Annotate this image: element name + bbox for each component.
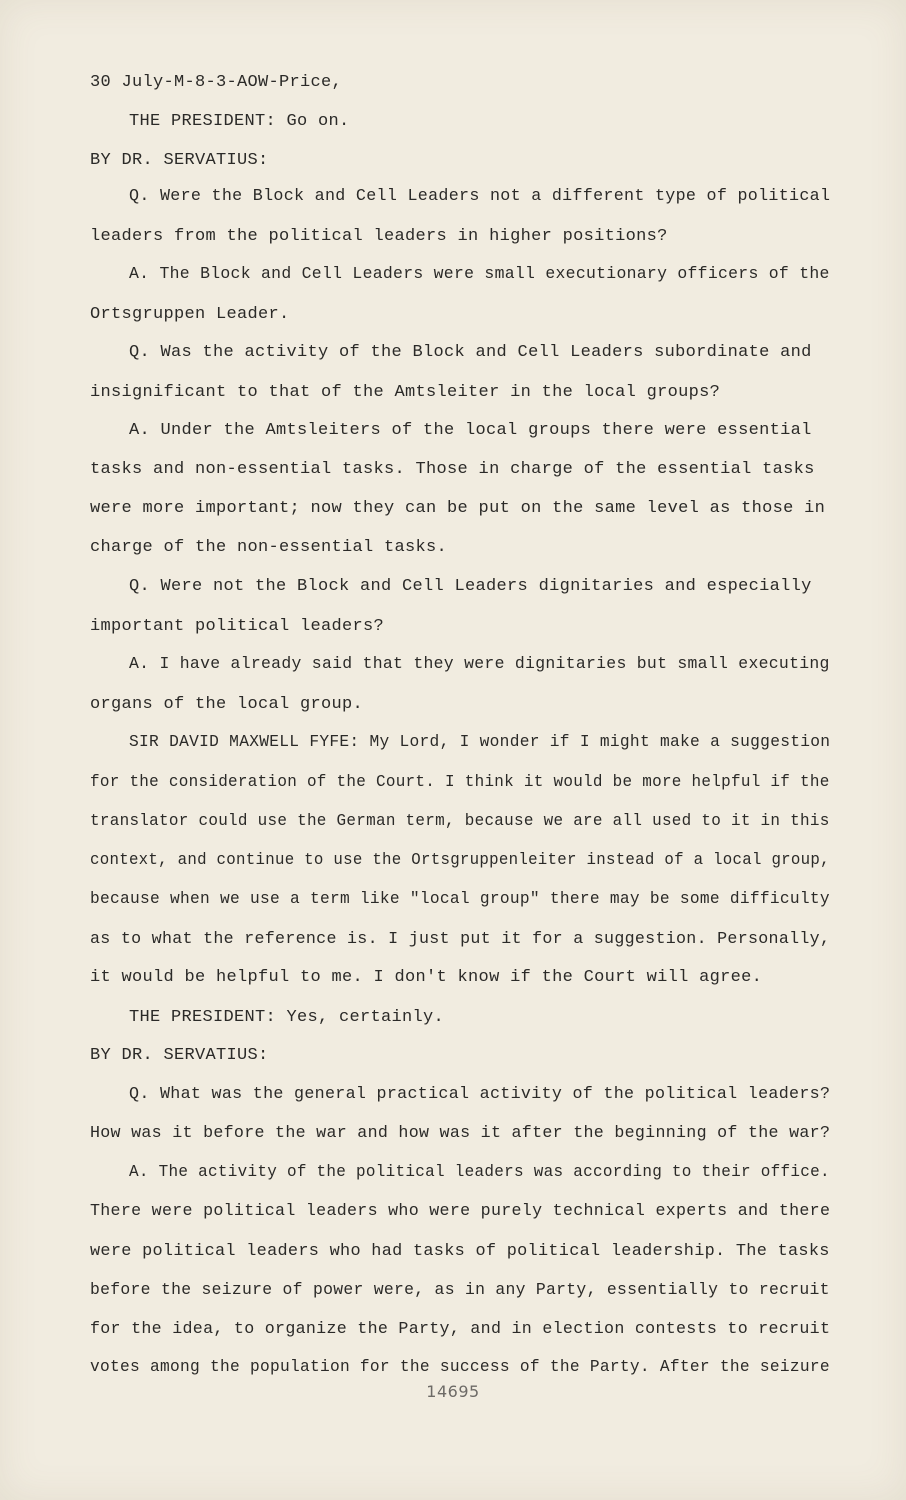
- text-line: it would be helpful to me. I don't know if the Court will agree.: [90, 968, 763, 987]
- text-line: SIR DAVID MAXWELL FYFE: My Lord, I wonder if I might make a suggestion: [129, 733, 831, 752]
- text-line: Q. What was the general practical activity of the political leaders?: [129, 1085, 831, 1104]
- text-line: because when we use a term like "local group" there may be some difficulty: [90, 890, 830, 909]
- text-line: leaders from the political leaders in higher positions?: [90, 227, 668, 246]
- text-line: BY DR. SERVATIUS:: [90, 1046, 269, 1065]
- text-line: How was it before the war and how was it after the beginning of the war?: [90, 1124, 831, 1143]
- text-line: Q. Was the activity of the Block and Cell Leaders subordinate and: [129, 343, 812, 362]
- text-line: organs of the local group.: [90, 695, 364, 714]
- text-line: translator could use the German term, because we are all used to it in this: [90, 812, 830, 831]
- text-line: A. The activity of the political leaders was according to their office.: [129, 1163, 830, 1182]
- text-line: for the consideration of the Court. I think it would be more helpful if the: [90, 773, 830, 792]
- text-line: Ortsgruppen Leader.: [90, 305, 290, 324]
- text-line: were more important; now they can be put on the same level as those in: [90, 499, 826, 518]
- document-header: 30 July-M-8-3-AOW-Price,: [90, 73, 343, 92]
- page-number: 14695: [426, 1382, 480, 1401]
- text-line: for the idea, to organize the Party, and in election contests to recruit: [90, 1320, 831, 1339]
- text-line: context, and continue to use the Ortsgruppenleiter instead of a local group,: [90, 851, 830, 870]
- text-line: before the seizure of power were, as in any Party, essentially to recruit: [90, 1281, 830, 1300]
- text-line: A. Under the Amtsleiters of the local groups there were essential: [129, 421, 812, 440]
- text-line: There were political leaders who were purely technical experts and there: [90, 1202, 831, 1221]
- text-line: Q. Were not the Block and Cell Leaders dignitaries and especially: [129, 577, 812, 596]
- text-line: tasks and non-essential tasks. Those in charge of the essential tasks: [90, 460, 815, 479]
- text-line: important political leaders?: [90, 617, 385, 636]
- text-line: were political leaders who had tasks of political leadership. The tasks: [90, 1242, 830, 1261]
- text-line: A. The Block and Cell Leaders were small executionary officers of the: [129, 265, 830, 284]
- text-line: Q. Were the Block and Cell Leaders not a different type of political: [129, 187, 831, 206]
- text-line: THE PRESIDENT: Yes, certainly.: [129, 1008, 445, 1027]
- text-line: insignificant to that of the Amtsleiter in the local groups?: [90, 383, 721, 402]
- text-line: A. I have already said that they were dignitaries but small executing: [129, 655, 830, 674]
- text-line: votes among the population for the success of the Party. After the seizure: [90, 1358, 830, 1377]
- text-line: THE PRESIDENT: Go on.: [129, 112, 350, 131]
- text-line: charge of the non-essential tasks.: [90, 538, 448, 557]
- text-line: as to what the reference is. I just put it for a suggestion. Personally,: [90, 930, 831, 949]
- text-line: BY DR. SERVATIUS:: [90, 151, 269, 170]
